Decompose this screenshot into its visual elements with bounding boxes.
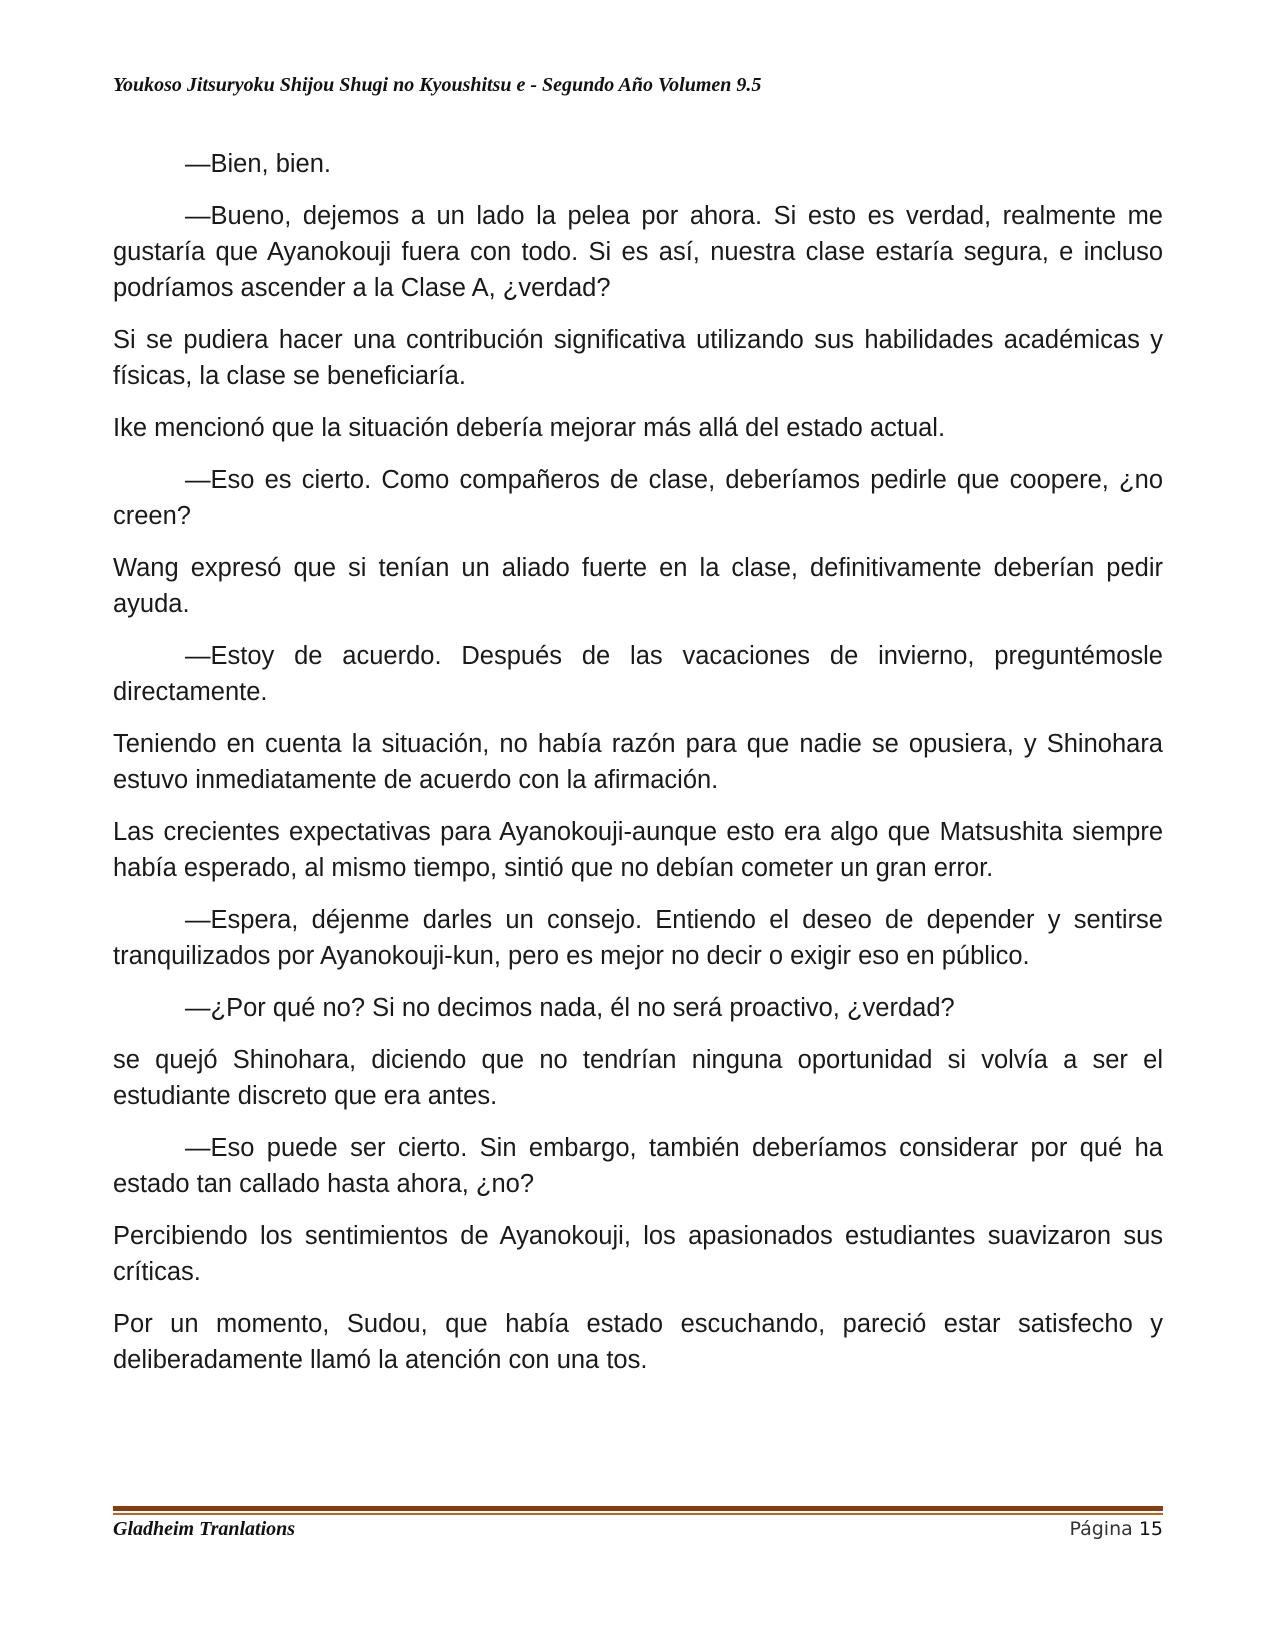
footer-divider-thick — [113, 1506, 1163, 1511]
footer-divider-thin — [113, 1513, 1163, 1515]
paragraph: Teniendo en cuenta la situación, no había razón para que nadie se opusiera, y Shinohara estuvo inmediatamente de acuerdo con la afirmación. — [113, 730, 1163, 794]
page-label: Página — [1069, 1518, 1133, 1540]
page-number: 15 — [1138, 1518, 1163, 1540]
paragraph-dialog: —Espera, déjenme darles un consejo. Entiendo el deseo de depender y sentirse tranquilizados por Ayanokouji-kun, pero es mejor no decir o exigir eso en público. — [113, 906, 1163, 970]
paragraph-dialog: —Eso es cierto. Como compañeros de clase, deberíamos pedirle que coopere, ¿no creen? — [113, 466, 1163, 530]
paragraph: Por un momento, Sudou, que había estado escuchando, pareció estar satisfecho y deliberadamente llamó la atención con una tos. — [113, 1310, 1163, 1374]
paragraph: se quejó Shinohara, diciendo que no tendrían ninguna oportunidad si volvía a ser el estudiante discreto que era antes. — [113, 1046, 1163, 1110]
paragraph-dialog: —Estoy de acuerdo. Después de las vacaciones de invierno, preguntémosle directamente. — [113, 642, 1163, 706]
paragraph-dialog: —¿Por qué no? Si no decimos nada, él no será proactivo, ¿verdad? — [185, 994, 955, 1022]
paragraph: Ike mencionó que la situación debería mejorar más allá del estado actual. — [113, 414, 946, 442]
paragraph: Wang expresó que si tenían un aliado fuerte en la clase, definitivamente deberían pedir ayuda. — [113, 554, 1163, 618]
paragraph-dialog: —Bueno, dejemos a un lado la pelea por ahora. Si esto es verdad, realmente me gustaría que Ayanokouji fuera con todo. Si es así, nuestra clase estaría segura, e incluso podríamos ascender a la Clase A, ¿verdad? — [113, 202, 1163, 302]
running-header-title: Youkoso Jitsuryoku Shijou Shugi no Kyoushitsu e - Segundo Año Volumen 9.5 — [113, 74, 762, 96]
page-number-label — [1069, 1518, 1163, 1540]
page-body — [113, 146, 1163, 1394]
paragraph-dialog: —Eso puede ser cierto. Sin embargo, también deberíamos considerar por qué ha estado tan callado hasta ahora, ¿no? — [113, 1134, 1163, 1198]
paragraph-dialog: —Bien, bien. — [185, 150, 332, 178]
footer-credit: Gladheim Tranlations — [113, 1518, 296, 1540]
paragraph: Percibiendo los sentimientos de Ayanokouji, los apasionados estudiantes suavizaron sus críticas. — [113, 1222, 1163, 1286]
paragraph: Las crecientes expectativas para Ayanokouji-aunque esto era algo que Matsushita siempre había esperado, al mismo tiempo, sintió que no debían cometer un gran error. — [113, 818, 1163, 882]
paragraph: Si se pudiera hacer una contribución significativa utilizando sus habilidades académicas y físicas, la clase se beneficiaría. — [113, 326, 1163, 390]
